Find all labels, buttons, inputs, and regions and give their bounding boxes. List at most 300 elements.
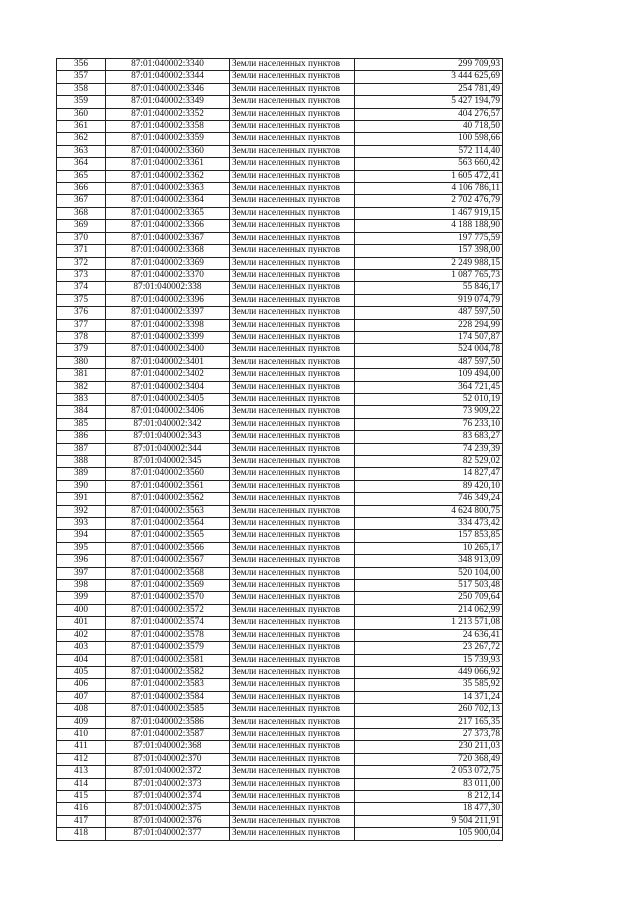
row-number-cell: 376 [57,307,106,319]
row-number-cell: 388 [57,456,106,468]
table-row [57,604,503,616]
cadastral-value-cell: 82 529,02 [355,456,503,468]
cadastral-value-cell: 4 106 786,11 [355,183,503,195]
row-number-cell: 407 [57,691,106,703]
table-row [57,443,503,455]
land-category-cell: Земли населенных пунктов [230,456,355,468]
table-row [57,257,503,269]
cadastral-value-cell: 100 598,66 [355,133,503,145]
row-number-cell: 397 [57,567,106,579]
row-number-cell: 391 [57,493,106,505]
table-row [57,518,503,530]
table-row [57,493,503,505]
cadastral-number-cell: 87:01:040002:372 [106,766,230,778]
cadastral-value-cell: 74 239,39 [355,443,503,455]
table-row [57,431,503,443]
cadastral-number-cell: 87:01:040002:3579 [106,642,230,654]
cadastral-value-cell: 572 114,40 [355,145,503,157]
cadastral-value-cell: 919 074,79 [355,294,503,306]
cadastral-value-cell: 4 188 188,90 [355,220,503,232]
cadastral-value-cell: 73 909,22 [355,406,503,418]
cadastral-value-cell: 40 718,50 [355,121,503,133]
table-row [57,344,503,356]
land-category-cell: Земли населенных пунктов [230,282,355,294]
land-category-cell: Земли населенных пунктов [230,96,355,108]
cadastral-number-cell: 87:01:040002:3344 [106,71,230,83]
cadastral-number-cell: 87:01:040002:3398 [106,319,230,331]
table-row [57,195,503,207]
cadastral-number-cell: 87:01:040002:373 [106,778,230,790]
row-number-cell: 399 [57,592,106,604]
table-row [57,580,503,592]
row-number-cell: 358 [57,83,106,95]
land-category-cell: Земли населенных пунктов [230,542,355,554]
row-number-cell: 382 [57,381,106,393]
cadastral-number-cell: 87:01:040002:342 [106,418,230,430]
cadastral-value-cell: 2 702 476,79 [355,195,503,207]
cadastral-value-cell: 520 104,00 [355,567,503,579]
land-category-cell: Земли населенных пунктов [230,220,355,232]
table-row [57,307,503,319]
row-number-cell: 398 [57,580,106,592]
cadastral-number-cell: 87:01:040002:3574 [106,617,230,629]
row-number-cell: 396 [57,555,106,567]
cadastral-value-cell: 24 636,41 [355,629,503,641]
land-category-cell: Земли населенных пунктов [230,83,355,95]
cadastral-number-cell: 87:01:040002:3563 [106,505,230,517]
row-number-cell: 404 [57,654,106,666]
table-row [57,83,503,95]
row-number-cell: 365 [57,170,106,182]
row-number-cell: 356 [57,59,106,71]
row-number-cell: 409 [57,716,106,728]
cadastral-value-cell: 105 900,04 [355,828,503,840]
cadastral-number-cell: 87:01:040002:3578 [106,629,230,641]
cadastral-number-cell: 87:01:040002:3340 [106,59,230,71]
land-category-cell: Земли населенных пунктов [230,158,355,170]
land-category-cell: Земли населенных пунктов [230,778,355,790]
table-row [57,741,503,753]
table-row [57,418,503,430]
row-number-cell: 374 [57,282,106,294]
cadastral-value-cell: 720 368,49 [355,753,503,765]
row-number-cell: 375 [57,294,106,306]
land-category-cell: Земли населенных пунктов [230,604,355,616]
cadastral-value-cell: 254 781,49 [355,83,503,95]
table-row [57,158,503,170]
row-number-cell: 361 [57,121,106,133]
land-category-cell: Земли населенных пунктов [230,741,355,753]
table-row [57,468,503,480]
cadastral-number-cell: 87:01:040002:3346 [106,83,230,95]
land-category-cell: Земли населенных пунктов [230,704,355,716]
table-row [57,815,503,827]
land-category-cell: Земли населенных пунктов [230,393,355,405]
cadastral-value-cell: 10 265,17 [355,542,503,554]
cadastral-number-cell: 87:01:040002:3362 [106,170,230,182]
cadastral-number-cell: 87:01:040002:3567 [106,555,230,567]
cadastral-value-cell: 404 276,57 [355,108,503,120]
cadastral-number-cell: 87:01:040002:374 [106,790,230,802]
row-number-cell: 416 [57,803,106,815]
land-category-cell: Земли населенных пунктов [230,356,355,368]
row-number-cell: 418 [57,828,106,840]
cadastral-value-cell: 8 212,14 [355,790,503,802]
cadastral-number-cell: 87:01:040002:3405 [106,393,230,405]
cadastral-number-cell: 87:01:040002:3396 [106,294,230,306]
cadastral-number-cell: 87:01:040002:368 [106,741,230,753]
cadastral-number-cell: 87:01:040002:376 [106,815,230,827]
row-number-cell: 378 [57,331,106,343]
cadastral-number-cell: 87:01:040002:3404 [106,381,230,393]
cadastral-number-cell: 87:01:040002:3369 [106,257,230,269]
row-number-cell: 369 [57,220,106,232]
table-row [57,629,503,641]
table-row [57,59,503,71]
row-number-cell: 390 [57,480,106,492]
cadastral-number-cell: 87:01:040002:3364 [106,195,230,207]
land-category-cell: Земли населенных пунктов [230,133,355,145]
land-category-cell: Земли населенных пунктов [230,518,355,530]
row-number-cell: 386 [57,431,106,443]
table-row [57,331,503,343]
cadastral-number-cell: 87:01:040002:3366 [106,220,230,232]
table-row [57,766,503,778]
cadastral-number-cell: 87:01:040002:3360 [106,145,230,157]
land-category-cell: Земли населенных пунктов [230,580,355,592]
land-category-cell: Земли населенных пунктов [230,468,355,480]
cadastral-value-cell: 35 585,92 [355,679,503,691]
cadastral-number-cell: 87:01:040002:3560 [106,468,230,480]
land-category-cell: Земли населенных пунктов [230,145,355,157]
table-row [57,282,503,294]
cadastral-number-cell: 87:01:040002:338 [106,282,230,294]
land-category-cell: Земли населенных пунктов [230,183,355,195]
cadastral-number-cell: 87:01:040002:3361 [106,158,230,170]
row-number-cell: 367 [57,195,106,207]
cadastral-value-cell: 299 709,93 [355,59,503,71]
cadastral-value-cell: 230 211,03 [355,741,503,753]
row-number-cell: 395 [57,542,106,554]
row-number-cell: 408 [57,704,106,716]
land-category-cell: Земли населенных пунктов [230,307,355,319]
land-category-cell: Земли населенных пунктов [230,766,355,778]
table-row [57,542,503,554]
table-row [57,728,503,740]
cadastral-number-cell: 87:01:040002:3566 [106,542,230,554]
row-number-cell: 384 [57,406,106,418]
land-category-cell: Земли населенных пунктов [230,170,355,182]
cadastral-number-cell: 87:01:040002:3569 [106,580,230,592]
row-number-cell: 383 [57,393,106,405]
cadastral-number-cell: 87:01:040002:3583 [106,679,230,691]
table-row [57,232,503,244]
table-row [57,567,503,579]
cadastral-number-cell: 87:01:040002:3367 [106,232,230,244]
table-row [57,617,503,629]
row-number-cell: 414 [57,778,106,790]
land-category-cell: Земли населенных пунктов [230,828,355,840]
land-category-cell: Земли населенных пунктов [230,480,355,492]
cadastral-number-cell: 87:01:040002:3582 [106,666,230,678]
table-row [57,183,503,195]
row-number-cell: 387 [57,443,106,455]
row-number-cell: 417 [57,815,106,827]
land-category-cell: Земли населенных пунктов [230,567,355,579]
cadastral-number-cell: 87:01:040002:3363 [106,183,230,195]
land-category-cell: Земли населенных пунктов [230,331,355,343]
row-number-cell: 392 [57,505,106,517]
table-row [57,381,503,393]
row-number-cell: 377 [57,319,106,331]
land-category-cell: Земли населенных пунктов [230,406,355,418]
cadastral-value-cell: 27 373,78 [355,728,503,740]
table-row [57,803,503,815]
land-category-cell: Земли населенных пунктов [230,319,355,331]
cadastral-value-cell: 487 597,50 [355,356,503,368]
land-category-cell: Земли населенных пунктов [230,381,355,393]
table-row [57,294,503,306]
row-number-cell: 406 [57,679,106,691]
row-number-cell: 400 [57,604,106,616]
land-category-cell: Земли населенных пунктов [230,555,355,567]
cadastral-value-cell: 1 213 571,08 [355,617,503,629]
table-row [57,691,503,703]
row-number-cell: 394 [57,530,106,542]
cadastral-number-cell: 87:01:040002:370 [106,753,230,765]
cadastral-value-cell: 14 827,47 [355,468,503,480]
cadastral-value-cell: 14 371,24 [355,691,503,703]
cadastral-number-cell: 87:01:040002:3399 [106,331,230,343]
table-row [57,666,503,678]
land-category-cell: Земли населенных пунктов [230,431,355,443]
cadastral-value-cell: 157 398,00 [355,245,503,257]
row-number-cell: 401 [57,617,106,629]
table-row [57,704,503,716]
table-row [57,480,503,492]
land-category-cell: Земли населенных пунктов [230,369,355,381]
table-row [57,356,503,368]
land-category-cell: Земли населенных пунктов [230,790,355,802]
cadastral-value-cell: 2 249 988,15 [355,257,503,269]
table-row [57,121,503,133]
land-category-cell: Земли населенных пунктов [230,257,355,269]
land-category-cell: Земли населенных пунктов [230,617,355,629]
cadastral-number-cell: 87:01:040002:3370 [106,269,230,281]
table-row [57,555,503,567]
land-category-cell: Земли населенных пунктов [230,728,355,740]
table-row [57,530,503,542]
row-number-cell: 362 [57,133,106,145]
cadastral-number-cell: 87:01:040002:3584 [106,691,230,703]
cadastral-number-cell: 87:01:040002:3365 [106,207,230,219]
cadastral-value-table [56,58,503,841]
cadastral-number-cell: 87:01:040002:3586 [106,716,230,728]
table-row [57,790,503,802]
land-category-cell: Земли населенных пунктов [230,654,355,666]
cadastral-number-cell: 87:01:040002:3564 [106,518,230,530]
table-row [57,145,503,157]
row-number-cell: 412 [57,753,106,765]
cadastral-number-cell: 87:01:040002:3587 [106,728,230,740]
cadastral-value-cell: 55 846,17 [355,282,503,294]
row-number-cell: 371 [57,245,106,257]
row-number-cell: 402 [57,629,106,641]
cadastral-number-cell: 87:01:040002:3568 [106,567,230,579]
land-category-cell: Земли населенных пунктов [230,71,355,83]
cadastral-number-cell: 87:01:040002:3581 [106,654,230,666]
land-category-cell: Земли населенных пунктов [230,59,355,71]
row-number-cell: 379 [57,344,106,356]
cadastral-number-cell: 87:01:040002:3368 [106,245,230,257]
land-category-cell: Земли населенных пунктов [230,679,355,691]
land-category-cell: Земли населенных пунктов [230,803,355,815]
cadastral-value-cell: 15 739,93 [355,654,503,666]
cadastral-number-cell: 87:01:040002:3401 [106,356,230,368]
cadastral-number-cell: 87:01:040002:3397 [106,307,230,319]
row-number-cell: 360 [57,108,106,120]
row-number-cell: 385 [57,418,106,430]
table-row [57,245,503,257]
cadastral-number-cell: 87:01:040002:3349 [106,96,230,108]
cadastral-value-cell: 348 913,09 [355,555,503,567]
table-row [57,654,503,666]
row-number-cell: 359 [57,96,106,108]
land-category-cell: Земли населенных пунктов [230,530,355,542]
land-category-cell: Земли населенных пунктов [230,505,355,517]
cadastral-value-cell: 250 709,64 [355,592,503,604]
cadastral-number-cell: 87:01:040002:3562 [106,493,230,505]
table-row [57,133,503,145]
cadastral-value-cell: 18 477,30 [355,803,503,815]
cadastral-number-cell: 87:01:040002:375 [106,803,230,815]
land-category-cell: Земли населенных пунктов [230,691,355,703]
land-category-cell: Земли населенных пунктов [230,716,355,728]
cadastral-value-cell: 487 597,50 [355,307,503,319]
row-number-cell: 366 [57,183,106,195]
table-row [57,108,503,120]
table-row [57,778,503,790]
land-category-cell: Земли населенных пунктов [230,121,355,133]
row-number-cell: 410 [57,728,106,740]
cadastral-number-cell: 87:01:040002:3352 [106,108,230,120]
row-number-cell: 373 [57,269,106,281]
cadastral-value-cell: 5 427 194,79 [355,96,503,108]
cadastral-value-cell: 2 053 072,75 [355,766,503,778]
land-category-cell: Земли населенных пунктов [230,753,355,765]
row-number-cell: 364 [57,158,106,170]
cadastral-value-cell: 260 702,13 [355,704,503,716]
land-category-cell: Земли населенных пунктов [230,666,355,678]
cadastral-number-cell: 87:01:040002:3359 [106,133,230,145]
table-row [57,369,503,381]
row-number-cell: 380 [57,356,106,368]
row-number-cell: 389 [57,468,106,480]
table-row [57,642,503,654]
cadastral-value-cell: 364 721,45 [355,381,503,393]
cadastral-value-cell: 4 624 800,75 [355,505,503,517]
land-category-cell: Земли населенных пунктов [230,207,355,219]
table-row [57,716,503,728]
row-number-cell: 415 [57,790,106,802]
table-row [57,319,503,331]
table-row [57,456,503,468]
cadastral-value-cell: 52 010,19 [355,393,503,405]
cadastral-number-cell: 87:01:040002:377 [106,828,230,840]
cadastral-value-cell: 228 294,99 [355,319,503,331]
cadastral-value-cell: 157 853,85 [355,530,503,542]
cadastral-number-cell: 87:01:040002:3402 [106,369,230,381]
cadastral-value-cell: 1 605 472,41 [355,170,503,182]
table-row [57,406,503,418]
land-category-cell: Земли населенных пунктов [230,344,355,356]
cadastral-value-cell: 83 011,00 [355,778,503,790]
row-number-cell: 403 [57,642,106,654]
cadastral-number-cell: 87:01:040002:344 [106,443,230,455]
cadastral-value-cell: 517 503,48 [355,580,503,592]
land-category-cell: Земли населенных пунктов [230,195,355,207]
cadastral-value-cell: 563 660,42 [355,158,503,170]
cadastral-value-cell: 109 494,00 [355,369,503,381]
row-number-cell: 381 [57,369,106,381]
cadastral-number-cell: 87:01:040002:3585 [106,704,230,716]
cadastral-value-cell: 174 507,87 [355,331,503,343]
cadastral-number-cell: 87:01:040002:3572 [106,604,230,616]
table-row [57,753,503,765]
cadastral-number-cell: 87:01:040002:3358 [106,121,230,133]
row-number-cell: 372 [57,257,106,269]
cadastral-number-cell: 87:01:040002:3400 [106,344,230,356]
cadastral-number-cell: 87:01:040002:343 [106,431,230,443]
land-category-cell: Земли населенных пунктов [230,629,355,641]
row-number-cell: 393 [57,518,106,530]
cadastral-value-cell: 449 066,92 [355,666,503,678]
land-category-cell: Земли населенных пунктов [230,232,355,244]
cadastral-value-cell: 1 087 765,73 [355,269,503,281]
row-number-cell: 368 [57,207,106,219]
land-category-cell: Земли населенных пунктов [230,418,355,430]
land-category-cell: Земли населенных пунктов [230,269,355,281]
row-number-cell: 363 [57,145,106,157]
table-row [57,96,503,108]
cadastral-value-cell: 334 473,42 [355,518,503,530]
table-row [57,71,503,83]
cadastral-value-cell: 524 004,78 [355,344,503,356]
cadastral-value-cell: 76 233,10 [355,418,503,430]
cadastral-number-cell: 87:01:040002:3565 [106,530,230,542]
land-category-cell: Земли населенных пунктов [230,592,355,604]
row-number-cell: 411 [57,741,106,753]
table-row [57,170,503,182]
land-category-cell: Земли населенных пунктов [230,815,355,827]
cadastral-value-cell: 23 267,72 [355,642,503,654]
cadastral-number-cell: 87:01:040002:3570 [106,592,230,604]
row-number-cell: 413 [57,766,106,778]
table-row [57,393,503,405]
cadastral-value-cell: 9 504 211,91 [355,815,503,827]
table-row [57,828,503,840]
row-number-cell: 405 [57,666,106,678]
table-body [57,59,503,841]
cadastral-value-cell: 89 420,10 [355,480,503,492]
land-category-cell: Земли населенных пунктов [230,642,355,654]
cadastral-number-cell: 87:01:040002:3406 [106,406,230,418]
cadastral-value-cell: 217 165,35 [355,716,503,728]
cadastral-value-cell: 214 062,99 [355,604,503,616]
table-row [57,592,503,604]
cadastral-value-cell: 746 349,24 [355,493,503,505]
land-category-cell: Земли населенных пунктов [230,443,355,455]
